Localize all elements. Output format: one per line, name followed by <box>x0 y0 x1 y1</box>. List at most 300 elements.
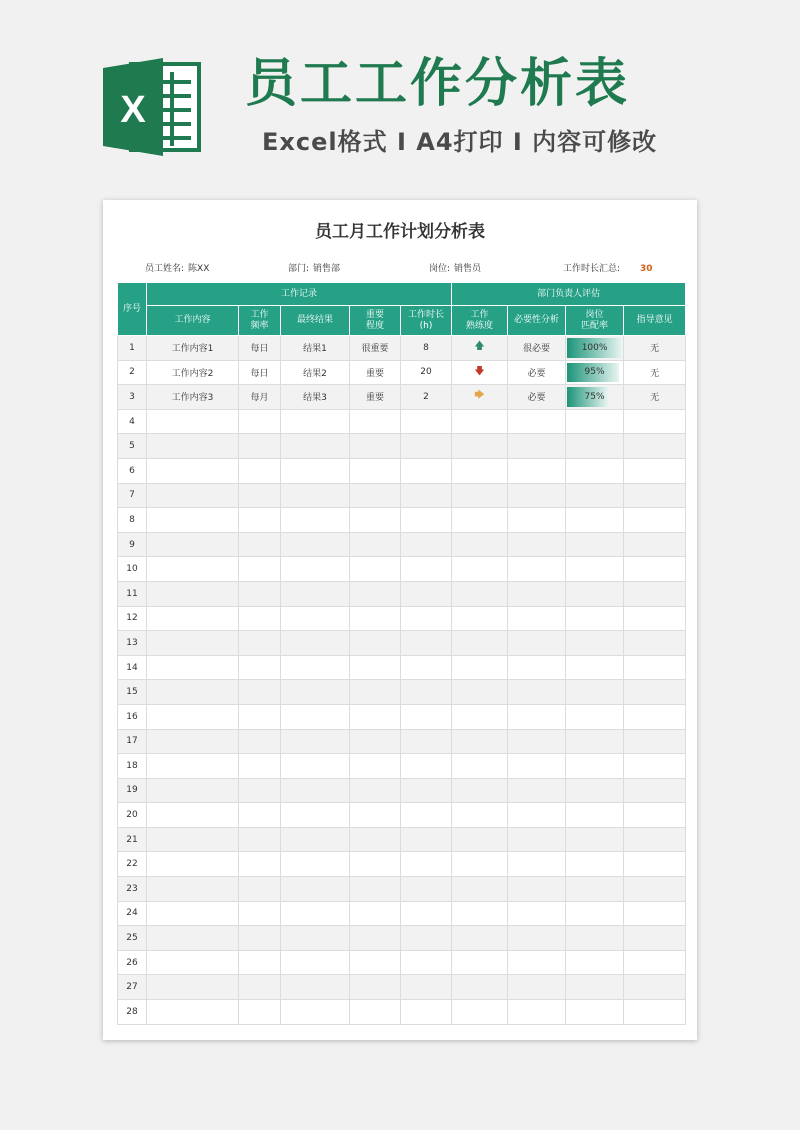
cell-seq[interactable]: 19 <box>118 778 147 803</box>
cell-seq[interactable]: 24 <box>118 901 147 926</box>
cell-empty[interactable] <box>508 926 566 951</box>
cell-empty[interactable] <box>566 434 624 459</box>
cell-empty[interactable] <box>147 532 239 557</box>
cell-empty[interactable] <box>566 1000 624 1025</box>
cell-empty[interactable] <box>239 975 281 1000</box>
cell-empty[interactable] <box>624 581 686 606</box>
cell-empty[interactable] <box>452 729 508 754</box>
cell-advice[interactable]: 无 <box>624 385 686 410</box>
cell-empty[interactable] <box>452 754 508 779</box>
cell-empty[interactable] <box>350 950 401 975</box>
cell-empty[interactable] <box>624 557 686 582</box>
cell-seq[interactable]: 5 <box>118 434 147 459</box>
cell-empty[interactable] <box>452 1000 508 1025</box>
cell-empty[interactable] <box>452 926 508 951</box>
cell-empty[interactable] <box>401 434 452 459</box>
cell-empty[interactable] <box>350 409 401 434</box>
table-row[interactable] <box>118 458 686 483</box>
cell-empty[interactable] <box>147 926 239 951</box>
cell-empty[interactable] <box>281 827 350 852</box>
cell-empty[interactable] <box>401 606 452 631</box>
cell-seq[interactable]: 1 <box>118 336 147 361</box>
cell-empty[interactable] <box>350 827 401 852</box>
cell-empty[interactable] <box>350 1000 401 1025</box>
cell-match[interactable] <box>566 360 624 385</box>
cell-empty[interactable] <box>624 803 686 828</box>
cell-empty[interactable] <box>452 532 508 557</box>
cell-empty[interactable] <box>239 778 281 803</box>
cell-empty[interactable] <box>281 950 350 975</box>
cell-empty[interactable] <box>147 950 239 975</box>
cell-seq[interactable]: 10 <box>118 557 147 582</box>
cell-frequency[interactable]: 每日 <box>239 360 281 385</box>
cell-empty[interactable] <box>350 508 401 533</box>
table-row[interactable] <box>118 385 686 410</box>
table-row[interactable] <box>118 729 686 754</box>
cell-empty[interactable] <box>281 926 350 951</box>
cell-empty[interactable] <box>452 950 508 975</box>
cell-empty[interactable] <box>147 975 239 1000</box>
cell-empty[interactable] <box>452 655 508 680</box>
cell-content[interactable]: 工作内容2 <box>147 360 239 385</box>
cell-empty[interactable] <box>147 1000 239 1025</box>
cell-seq[interactable]: 4 <box>118 409 147 434</box>
cell-seq[interactable]: 27 <box>118 975 147 1000</box>
cell-empty[interactable] <box>624 926 686 951</box>
cell-hours[interactable]: 20 <box>401 360 452 385</box>
cell-empty[interactable] <box>566 975 624 1000</box>
cell-empty[interactable] <box>452 827 508 852</box>
cell-empty[interactable] <box>508 532 566 557</box>
cell-empty[interactable] <box>281 655 350 680</box>
cell-empty[interactable] <box>508 827 566 852</box>
cell-empty[interactable] <box>508 877 566 902</box>
cell-empty[interactable] <box>147 704 239 729</box>
cell-empty[interactable] <box>508 655 566 680</box>
cell-empty[interactable] <box>624 1000 686 1025</box>
cell-empty[interactable] <box>508 975 566 1000</box>
cell-empty[interactable] <box>147 434 239 459</box>
cell-empty[interactable] <box>281 458 350 483</box>
cell-empty[interactable] <box>281 901 350 926</box>
cell-empty[interactable] <box>401 950 452 975</box>
cell-empty[interactable] <box>281 852 350 877</box>
cell-empty[interactable] <box>239 508 281 533</box>
cell-empty[interactable] <box>566 409 624 434</box>
cell-importance[interactable]: 很重要 <box>350 336 401 361</box>
cell-empty[interactable] <box>624 655 686 680</box>
cell-importance[interactable]: 重要 <box>350 360 401 385</box>
cell-empty[interactable] <box>624 950 686 975</box>
cell-empty[interactable] <box>508 754 566 779</box>
cell-empty[interactable] <box>239 581 281 606</box>
cell-empty[interactable] <box>401 581 452 606</box>
cell-empty[interactable] <box>566 926 624 951</box>
cell-empty[interactable] <box>281 508 350 533</box>
cell-empty[interactable] <box>239 852 281 877</box>
cell-empty[interactable] <box>508 803 566 828</box>
cell-seq[interactable]: 12 <box>118 606 147 631</box>
cell-empty[interactable] <box>508 483 566 508</box>
cell-seq[interactable]: 21 <box>118 827 147 852</box>
cell-empty[interactable] <box>350 483 401 508</box>
cell-empty[interactable] <box>401 754 452 779</box>
cell-empty[interactable] <box>147 581 239 606</box>
cell-result[interactable]: 结果1 <box>281 336 350 361</box>
cell-empty[interactable] <box>281 729 350 754</box>
cell-empty[interactable] <box>239 1000 281 1025</box>
cell-empty[interactable] <box>452 458 508 483</box>
cell-empty[interactable] <box>401 1000 452 1025</box>
cell-seq[interactable]: 6 <box>118 458 147 483</box>
cell-empty[interactable] <box>624 680 686 705</box>
cell-empty[interactable] <box>508 704 566 729</box>
table-row[interactable] <box>118 803 686 828</box>
cell-empty[interactable] <box>452 901 508 926</box>
cell-empty[interactable] <box>281 532 350 557</box>
cell-empty[interactable] <box>508 508 566 533</box>
cell-empty[interactable] <box>508 950 566 975</box>
cell-empty[interactable] <box>350 901 401 926</box>
cell-empty[interactable] <box>147 729 239 754</box>
cell-result[interactable]: 结果3 <box>281 385 350 410</box>
cell-empty[interactable] <box>624 434 686 459</box>
cell-empty[interactable] <box>624 827 686 852</box>
cell-empty[interactable] <box>401 557 452 582</box>
cell-empty[interactable] <box>239 631 281 656</box>
cell-empty[interactable] <box>508 852 566 877</box>
cell-empty[interactable] <box>239 557 281 582</box>
cell-match[interactable] <box>566 336 624 361</box>
cell-empty[interactable] <box>624 631 686 656</box>
cell-seq[interactable]: 13 <box>118 631 147 656</box>
cell-empty[interactable] <box>624 532 686 557</box>
cell-seq[interactable]: 14 <box>118 655 147 680</box>
cell-empty[interactable] <box>350 532 401 557</box>
cell-empty[interactable] <box>508 606 566 631</box>
cell-empty[interactable] <box>566 532 624 557</box>
cell-empty[interactable] <box>566 557 624 582</box>
cell-empty[interactable] <box>350 778 401 803</box>
cell-empty[interactable] <box>566 680 624 705</box>
cell-empty[interactable] <box>624 852 686 877</box>
cell-empty[interactable] <box>508 729 566 754</box>
cell-empty[interactable] <box>624 778 686 803</box>
cell-empty[interactable] <box>624 508 686 533</box>
cell-empty[interactable] <box>401 704 452 729</box>
cell-empty[interactable] <box>350 704 401 729</box>
cell-empty[interactable] <box>239 655 281 680</box>
cell-necessity[interactable]: 必要 <box>508 360 566 385</box>
cell-empty[interactable] <box>281 581 350 606</box>
cell-empty[interactable] <box>452 680 508 705</box>
cell-empty[interactable] <box>508 778 566 803</box>
cell-empty[interactable] <box>401 680 452 705</box>
cell-skill[interactable] <box>452 336 508 361</box>
cell-empty[interactable] <box>350 680 401 705</box>
cell-empty[interactable] <box>147 778 239 803</box>
cell-empty[interactable] <box>401 827 452 852</box>
cell-empty[interactable] <box>281 631 350 656</box>
cell-empty[interactable] <box>624 606 686 631</box>
cell-empty[interactable] <box>566 581 624 606</box>
cell-empty[interactable] <box>401 729 452 754</box>
cell-empty[interactable] <box>452 606 508 631</box>
cell-frequency[interactable]: 每月 <box>239 385 281 410</box>
cell-empty[interactable] <box>147 483 239 508</box>
cell-empty[interactable] <box>350 458 401 483</box>
table-row[interactable] <box>118 483 686 508</box>
cell-empty[interactable] <box>147 557 239 582</box>
cell-empty[interactable] <box>239 606 281 631</box>
table-row[interactable] <box>118 778 686 803</box>
cell-empty[interactable] <box>566 827 624 852</box>
cell-empty[interactable] <box>147 508 239 533</box>
cell-empty[interactable] <box>624 754 686 779</box>
cell-empty[interactable] <box>401 458 452 483</box>
cell-empty[interactable] <box>281 803 350 828</box>
cell-empty[interactable] <box>566 729 624 754</box>
cell-empty[interactable] <box>239 754 281 779</box>
cell-empty[interactable] <box>147 458 239 483</box>
table-row[interactable] <box>118 852 686 877</box>
cell-empty[interactable] <box>452 704 508 729</box>
table-row[interactable] <box>118 926 686 951</box>
cell-empty[interactable] <box>281 557 350 582</box>
cell-empty[interactable] <box>239 827 281 852</box>
cell-empty[interactable] <box>401 901 452 926</box>
cell-empty[interactable] <box>452 631 508 656</box>
cell-empty[interactable] <box>566 631 624 656</box>
cell-empty[interactable] <box>452 557 508 582</box>
cell-skill[interactable] <box>452 360 508 385</box>
cell-seq[interactable]: 17 <box>118 729 147 754</box>
cell-empty[interactable] <box>566 458 624 483</box>
cell-result[interactable]: 结果2 <box>281 360 350 385</box>
cell-empty[interactable] <box>239 409 281 434</box>
cell-empty[interactable] <box>566 704 624 729</box>
table-row[interactable] <box>118 1000 686 1025</box>
cell-empty[interactable] <box>239 483 281 508</box>
cell-advice[interactable]: 无 <box>624 336 686 361</box>
table-row[interactable] <box>118 434 686 459</box>
cell-empty[interactable] <box>452 975 508 1000</box>
cell-empty[interactable] <box>624 975 686 1000</box>
cell-empty[interactable] <box>452 483 508 508</box>
cell-empty[interactable] <box>401 852 452 877</box>
cell-empty[interactable] <box>566 950 624 975</box>
cell-empty[interactable] <box>239 434 281 459</box>
cell-empty[interactable] <box>566 483 624 508</box>
cell-empty[interactable] <box>281 778 350 803</box>
cell-empty[interactable] <box>350 877 401 902</box>
cell-empty[interactable] <box>239 877 281 902</box>
table-row[interactable] <box>118 409 686 434</box>
cell-seq[interactable]: 18 <box>118 754 147 779</box>
cell-empty[interactable] <box>350 655 401 680</box>
cell-necessity[interactable]: 很必要 <box>508 336 566 361</box>
cell-empty[interactable] <box>350 557 401 582</box>
table-row[interactable] <box>118 508 686 533</box>
cell-empty[interactable] <box>147 803 239 828</box>
cell-empty[interactable] <box>401 409 452 434</box>
table-row[interactable] <box>118 975 686 1000</box>
cell-seq[interactable]: 22 <box>118 852 147 877</box>
cell-empty[interactable] <box>147 901 239 926</box>
cell-empty[interactable] <box>239 901 281 926</box>
cell-empty[interactable] <box>401 926 452 951</box>
cell-empty[interactable] <box>147 655 239 680</box>
cell-empty[interactable] <box>508 680 566 705</box>
cell-empty[interactable] <box>566 606 624 631</box>
cell-empty[interactable] <box>566 508 624 533</box>
cell-empty[interactable] <box>624 729 686 754</box>
cell-empty[interactable] <box>281 409 350 434</box>
cell-empty[interactable] <box>624 483 686 508</box>
cell-empty[interactable] <box>452 508 508 533</box>
cell-empty[interactable] <box>350 754 401 779</box>
cell-empty[interactable] <box>566 655 624 680</box>
cell-empty[interactable] <box>401 975 452 1000</box>
cell-empty[interactable] <box>624 458 686 483</box>
cell-empty[interactable] <box>452 852 508 877</box>
cell-empty[interactable] <box>239 729 281 754</box>
table-row[interactable] <box>118 360 686 385</box>
cell-empty[interactable] <box>401 877 452 902</box>
cell-empty[interactable] <box>350 606 401 631</box>
cell-empty[interactable] <box>401 655 452 680</box>
cell-empty[interactable] <box>281 975 350 1000</box>
cell-empty[interactable] <box>452 877 508 902</box>
cell-empty[interactable] <box>147 877 239 902</box>
cell-seq[interactable]: 3 <box>118 385 147 410</box>
table-row[interactable] <box>118 754 686 779</box>
cell-seq[interactable]: 23 <box>118 877 147 902</box>
cell-empty[interactable] <box>624 877 686 902</box>
cell-importance[interactable]: 重要 <box>350 385 401 410</box>
cell-empty[interactable] <box>401 483 452 508</box>
cell-empty[interactable] <box>147 852 239 877</box>
cell-empty[interactable] <box>350 434 401 459</box>
cell-empty[interactable] <box>566 803 624 828</box>
cell-seq[interactable]: 8 <box>118 508 147 533</box>
cell-seq[interactable]: 20 <box>118 803 147 828</box>
table-row[interactable] <box>118 950 686 975</box>
cell-match[interactable] <box>566 385 624 410</box>
cell-seq[interactable]: 28 <box>118 1000 147 1025</box>
cell-empty[interactable] <box>239 803 281 828</box>
cell-hours[interactable]: 2 <box>401 385 452 410</box>
cell-seq[interactable]: 25 <box>118 926 147 951</box>
cell-empty[interactable] <box>281 606 350 631</box>
cell-necessity[interactable]: 必要 <box>508 385 566 410</box>
cell-empty[interactable] <box>239 926 281 951</box>
cell-empty[interactable] <box>566 754 624 779</box>
cell-seq[interactable]: 16 <box>118 704 147 729</box>
cell-empty[interactable] <box>508 458 566 483</box>
cell-empty[interactable] <box>452 778 508 803</box>
cell-empty[interactable] <box>350 803 401 828</box>
cell-content[interactable]: 工作内容1 <box>147 336 239 361</box>
table-row[interactable] <box>118 606 686 631</box>
cell-empty[interactable] <box>147 680 239 705</box>
cell-empty[interactable] <box>452 803 508 828</box>
cell-empty[interactable] <box>147 827 239 852</box>
cell-empty[interactable] <box>281 704 350 729</box>
cell-empty[interactable] <box>401 778 452 803</box>
cell-empty[interactable] <box>281 434 350 459</box>
cell-empty[interactable] <box>508 581 566 606</box>
cell-empty[interactable] <box>239 458 281 483</box>
cell-seq[interactable]: 15 <box>118 680 147 705</box>
cell-empty[interactable] <box>147 409 239 434</box>
cell-empty[interactable] <box>350 975 401 1000</box>
cell-seq[interactable]: 11 <box>118 581 147 606</box>
cell-empty[interactable] <box>350 926 401 951</box>
cell-empty[interactable] <box>452 409 508 434</box>
table-row[interactable] <box>118 336 686 361</box>
cell-empty[interactable] <box>147 606 239 631</box>
cell-empty[interactable] <box>508 631 566 656</box>
cell-empty[interactable] <box>401 532 452 557</box>
cell-empty[interactable] <box>566 877 624 902</box>
cell-advice[interactable]: 无 <box>624 360 686 385</box>
cell-empty[interactable] <box>401 631 452 656</box>
cell-empty[interactable] <box>624 704 686 729</box>
table-row[interactable] <box>118 901 686 926</box>
cell-seq[interactable]: 2 <box>118 360 147 385</box>
table-row[interactable] <box>118 631 686 656</box>
table-row[interactable] <box>118 827 686 852</box>
cell-empty[interactable] <box>281 754 350 779</box>
cell-empty[interactable] <box>508 1000 566 1025</box>
cell-empty[interactable] <box>624 901 686 926</box>
cell-empty[interactable] <box>508 901 566 926</box>
cell-empty[interactable] <box>508 557 566 582</box>
table-row[interactable] <box>118 532 686 557</box>
cell-skill[interactable] <box>452 385 508 410</box>
cell-empty[interactable] <box>350 631 401 656</box>
cell-empty[interactable] <box>350 852 401 877</box>
table-row[interactable] <box>118 581 686 606</box>
cell-empty[interactable] <box>508 409 566 434</box>
cell-empty[interactable] <box>566 852 624 877</box>
cell-empty[interactable] <box>239 704 281 729</box>
cell-empty[interactable] <box>350 729 401 754</box>
table-row[interactable] <box>118 655 686 680</box>
cell-empty[interactable] <box>452 434 508 459</box>
cell-empty[interactable] <box>147 754 239 779</box>
cell-empty[interactable] <box>239 950 281 975</box>
cell-empty[interactable] <box>452 581 508 606</box>
cell-empty[interactable] <box>508 434 566 459</box>
table-row[interactable] <box>118 557 686 582</box>
cell-seq[interactable]: 26 <box>118 950 147 975</box>
cell-hours[interactable]: 8 <box>401 336 452 361</box>
cell-empty[interactable] <box>281 877 350 902</box>
cell-empty[interactable] <box>239 532 281 557</box>
cell-empty[interactable] <box>281 483 350 508</box>
cell-empty[interactable] <box>350 581 401 606</box>
cell-empty[interactable] <box>624 409 686 434</box>
cell-empty[interactable] <box>281 1000 350 1025</box>
cell-empty[interactable] <box>239 680 281 705</box>
cell-empty[interactable] <box>566 901 624 926</box>
table-row[interactable] <box>118 877 686 902</box>
cell-content[interactable]: 工作内容3 <box>147 385 239 410</box>
cell-empty[interactable] <box>566 778 624 803</box>
cell-seq[interactable]: 9 <box>118 532 147 557</box>
